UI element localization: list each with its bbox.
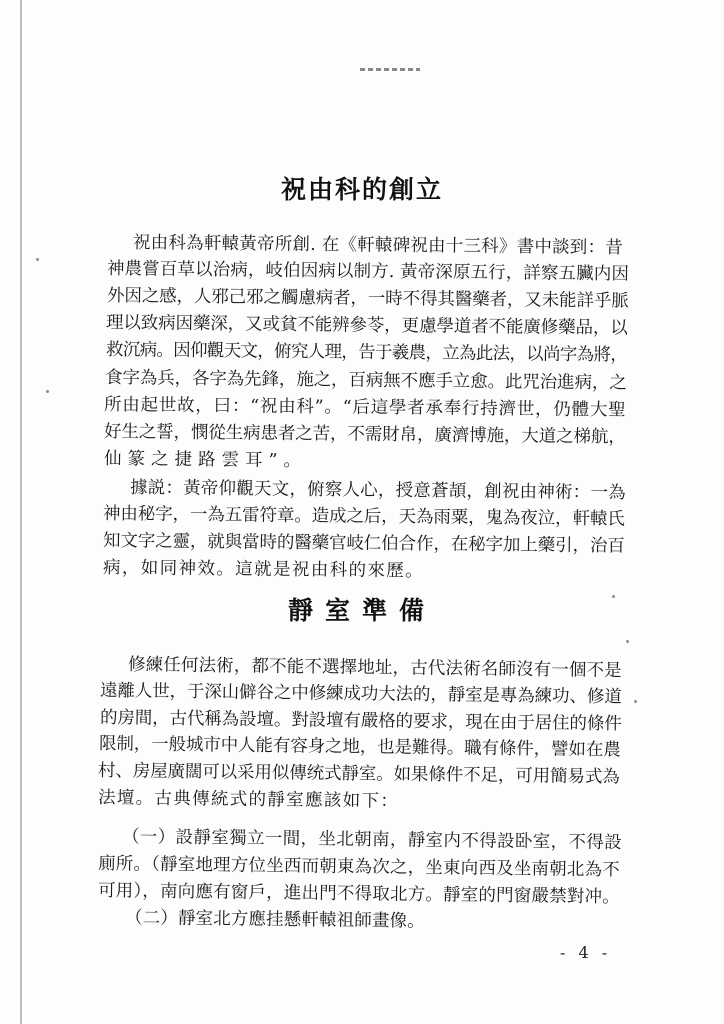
body-line: 法壇。古典傳統式的靜室應該如下： (97, 788, 400, 812)
body-line: 知文字之靈，就與當時的醫藥官岐仁伯合作，在秘字加上藥引，治百 (102, 531, 625, 557)
body-line: 村、房屋廣闊可以采用似傳统式靜室。如果條件不足，可用簡易式為 (97, 761, 620, 788)
body-line: 食字為兵，各字為先鋒，施之，百病無不應手立愈。此咒治進病，之 (104, 368, 627, 394)
scan-speck (634, 700, 637, 703)
scan-speck (36, 258, 39, 261)
body-line: 好生之誓，憫從生病患者之苦，不需財帛，廣濟博施，大道之梯航， (103, 422, 626, 448)
body-line: 遠離人世，于深山僻谷之中修練成功大法的，靜室是專為練功、修道 (99, 681, 622, 708)
page-edge-shadow (20, 0, 22, 1024)
body-line: 祝由科為軒轅黃帝所創. 在《軒轅碑祝由十三科》書中談到：昔 (132, 233, 624, 259)
body-line: （一）設靜室獨立一間，坐北朝南，靜室内不得設卧室，不得設 (121, 827, 623, 854)
body-line: 病，如同神效。這就是祝由科的來歷。 (102, 558, 425, 582)
body-line: 修練任何法術，都不能不選擇地址，古代法術名師沒有一個不是 (127, 655, 623, 682)
body-line: 神由秘字，一為五雷符章。造成之后，天為雨粟，鬼為夜泣，軒轅氏 (102, 504, 625, 530)
scan-speck (612, 595, 615, 598)
body-line: 據説：黃帝仰觀天文，俯察人心，授意蒼頡，創祝由神術：一為 (129, 478, 626, 504)
body-line: 限制，一般城市中人能有容身之地，也是難得。職有條件，譬如在農 (98, 734, 621, 761)
body-line: 外因之感，人邪己邪之觸慮病者，一時不得其醫藥者，又未能詳乎脈 (106, 286, 629, 312)
body-line: 所由起世故，曰：“祝由科”。“后這學者承奉行持濟世，仍體大聖 (103, 395, 627, 421)
scan-speck (626, 640, 629, 643)
scan-mark (360, 68, 420, 71)
body-line: 理以致病因藥深，又或貧不能辨參苓，更慮學道者不能廣修藥品，以 (105, 313, 628, 339)
body-line: 神農嘗百草以治病，岐伯因病以制方. 黃帝深原五行，詳察五臟内因 (106, 259, 630, 285)
scan-speck (46, 390, 49, 393)
body-line: （二）靜室北方應挂懸軒轅祖師畫像。 (124, 908, 425, 932)
page-number: - 4 - (560, 943, 612, 962)
body-line: 的房間，古代稱為設壇。對設壇有嚴格的要求，現在由于居住的條件 (99, 708, 622, 735)
body-line: 可用），南向應有窗戶，進出門不得取北方。靜室的門窗嚴禁對冲。 (97, 881, 621, 908)
body-line: 仙篆之捷路雲耳”。 (103, 449, 308, 472)
section-title-zhuyouke: 祝由科的創立 (280, 175, 443, 204)
body-line: 救沉病。因仰觀天文，俯究人理，告于羲農，立為此法，以尚字為將， (105, 340, 628, 366)
body-line: 廁所。（靜室地理方位坐西而朝東為次之，坐東向西及坐南朝北為不 (97, 854, 621, 881)
section-title-jingshi: 靜室準備 (287, 596, 436, 625)
